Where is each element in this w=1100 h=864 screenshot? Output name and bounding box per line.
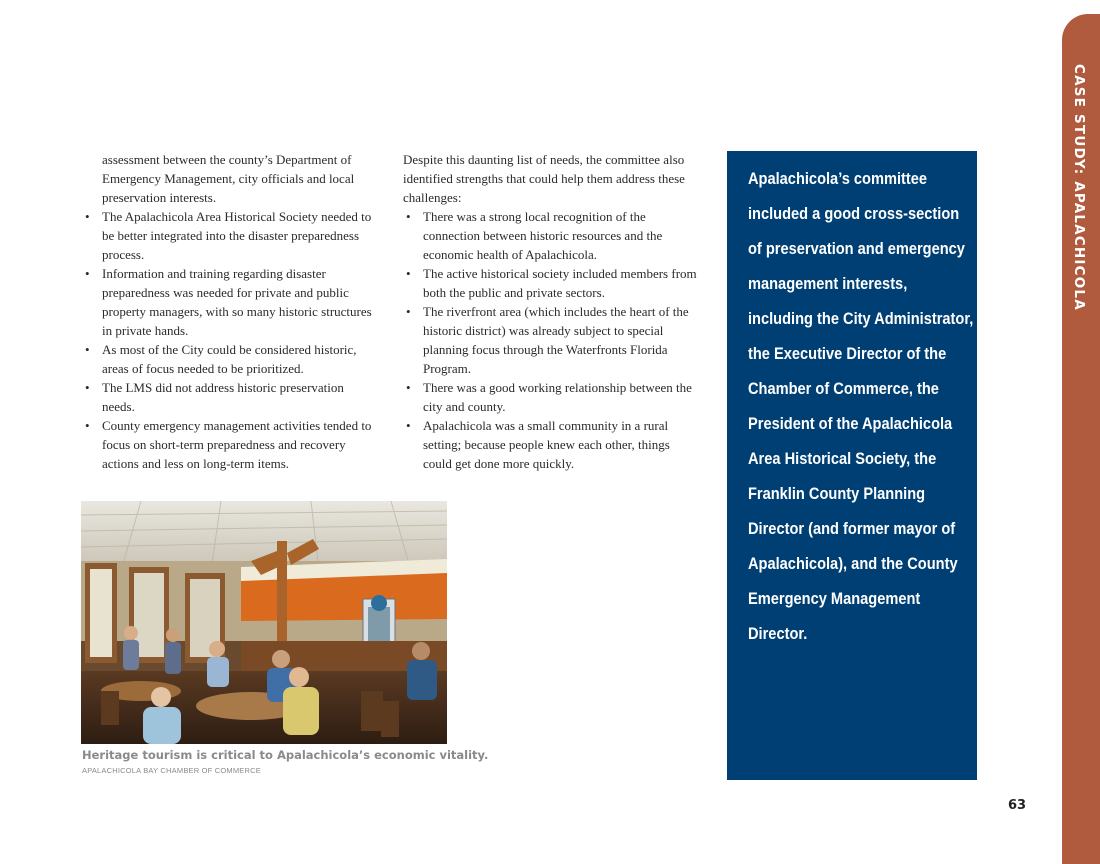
left-column-lead-paragraph: assessment between the county’s Department of Emergency Management, city officials and local preservation interests. [102,152,355,205]
list-item: • The active historical society included members from both the public and private sectors. [403,264,699,302]
middle-column-intro-paragraph: Despite this daunting list of needs, the committee also identified strengths that could help them address these challenges: [403,152,685,205]
list-item: • The riverfront area (which includes the heart of the historic district) was already subject to special planning focus through the Waterfronts Florida Program. [403,302,699,378]
strengths-bullet-list [403,207,699,473]
left-text-column [82,150,374,473]
list-item: • As most of the City could be considered historic, areas of focus needed to be prioritized. [82,340,374,378]
list-item: • County emergency management activities tended to focus on short-term preparedness and recovery actions and less on long-term items. [82,416,374,473]
pull-quote-text: Apalachicola’s committee included a good cross-section of preservation and emergency management interests, including the City Administrator, the Executive Director of the Chamber of Commerce, the President of the Apalachicola Area Historical Society, the Franklin County Planning Director (and former mayor of Apalachicola), and the County Emergency Management Director. [748,169,974,643]
list-item: • Information and training regarding disaster preparedness was needed for private and public property managers, with so many historic structures in private hands. [82,264,374,340]
side-tab-label: CASE STUDY: APALACHICOLA [1071,64,1087,311]
cafe-interior-photo [81,501,447,744]
needs-bullet-list [82,207,374,473]
page-number: 63 [1008,798,1027,813]
photo-credit: APALACHICOLA BAY CHAMBER OF COMMERCE [82,766,261,775]
photo-caption: Heritage tourism is critical to Apalachicola’s economic vitality. [82,748,489,762]
list-item: • There was a strong local recognition of the connection between historic resources and the economic health of Apalachicola. [403,207,699,264]
pull-quote-box [727,151,977,780]
list-item: • Apalachicola was a small community in a rural setting; because people knew each other, things could get done more quickly. [403,416,699,473]
middle-text-column [403,150,699,473]
list-item: • There was a good working relationship between the city and county. [403,378,699,416]
list-item: • The Apalachicola Area Historical Society needed to be better integrated into the disaster preparedness process. [82,207,374,264]
list-item: • The LMS did not address historic preservation needs. [82,378,374,416]
